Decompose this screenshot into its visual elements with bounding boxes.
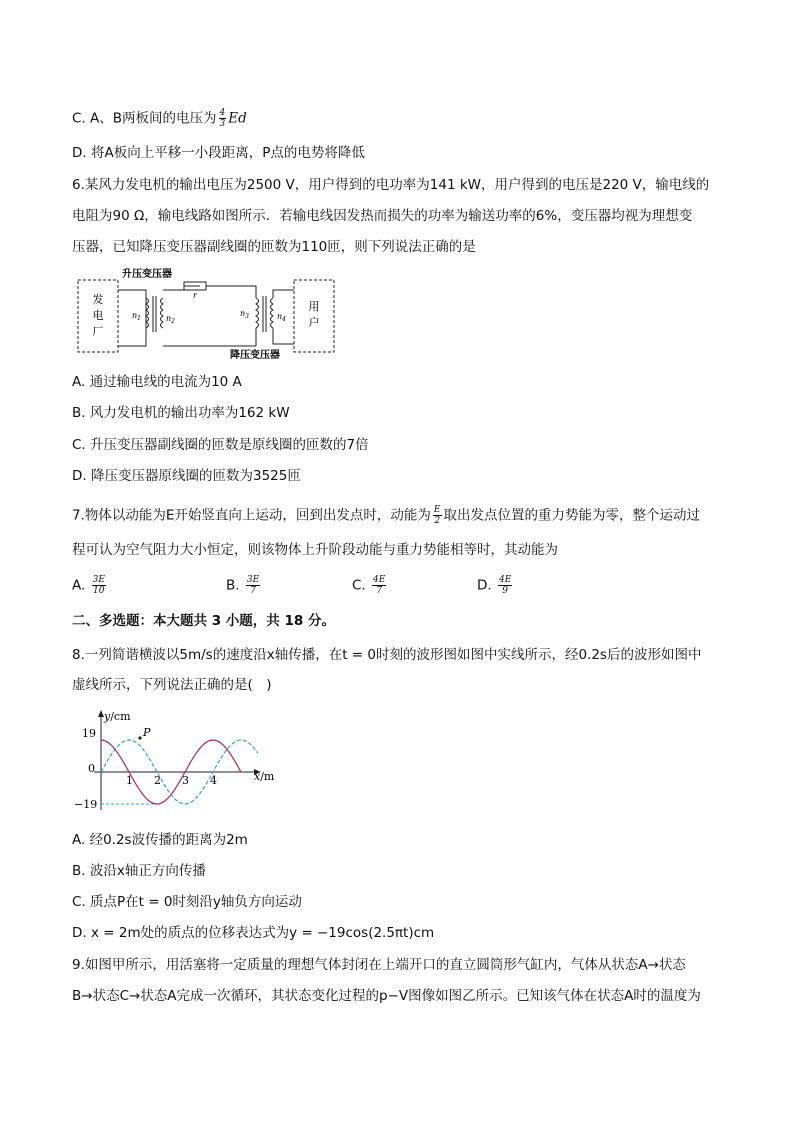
section-heading: 二、多选题：本大题共 3 小题，共 18 分。 (72, 613, 335, 629)
q8-option-a: A. 经0.2s波传播的距离为2m (72, 832, 248, 848)
x-axis-label: x/m (254, 770, 275, 783)
q6-option-c: C. 升压变压器副线圈的匝数是原线圈的匝数的7倍 (72, 437, 369, 453)
generator-char-3: 厂 (92, 325, 104, 338)
step-down-label: 降压变压器 (230, 350, 280, 360)
x-tick-label: 3 (182, 774, 189, 787)
y-tick-0: 0 (88, 762, 95, 775)
q6-stem-line2: 电阻为90 Ω，输电线路如图所示．若输电线因发热而损失的功率为输送功率的6%，变压器均视为理想变 (72, 208, 693, 224)
r-label: r (193, 291, 197, 300)
q6-stem-line3: 压器，已知降压变压器副线圈的匝数为110匝，则下列说法正确的是 (72, 239, 476, 255)
q8-option-c: C. 质点P在t = 0时刻沿y轴负方向运动 (72, 894, 302, 910)
y-axis-label: y/cm (104, 710, 131, 723)
n3-label: $n_3$ (240, 309, 249, 320)
fraction: $\frac{4}{3}$ (219, 108, 226, 129)
user-char-2: 户 (308, 316, 320, 329)
q6-option-b: B. 风力发电机的输出功率为162 kW (72, 405, 290, 421)
y-tick-neg19: −19 (74, 798, 98, 811)
q7-option-c: C. $\frac{4E}{7}$ (352, 575, 386, 596)
x-tick-label: 4 (210, 774, 217, 787)
step-up-secondary-coil (161, 298, 164, 328)
point-p-label: P (143, 726, 151, 739)
q7-option-a: A. $\frac{3E}{10}$ (72, 575, 105, 596)
n4-label: $n_4$ (277, 312, 286, 323)
step-down-primary-coil (256, 298, 259, 328)
generator-char-2: 电 (92, 309, 104, 322)
wave-graph (74, 706, 284, 814)
n2-label: $n_2$ (166, 314, 175, 325)
generator-char-1: 发 (92, 293, 104, 306)
n1-label: $n_1$ (132, 311, 141, 322)
step-up-label: 升压变压器 (122, 269, 172, 280)
q8-stem-line2: 虚线所示，下列说法正确的是( ) (72, 677, 272, 693)
q8-option-d: D. x = 2m处的质点的位移表达式为y = −19cos(2.5πt)cm (72, 925, 435, 941)
x-tick-label: 2 (154, 774, 161, 787)
q8-stem-line1: 8.一列简谐横波以5m/s的速度沿x轴传播，在t = 0时刻的波形图如图中实线所示，经0.2s后的波形如图中 (72, 647, 702, 663)
q9-stem-line2: B→状态C→状态A完成一次循环，其状态变化过程的p−V图像如图乙所示。已知该气体在状态A时的温度为 (72, 988, 701, 1004)
y-tick-19: 19 (82, 727, 96, 740)
q7-stem-line2: 程可认为空气阻力大小恒定，则该物体上升阶段动能与重力势能相等时，其动能为 (72, 542, 558, 558)
q5-option-c: C. A、B两板间的电压为 $\frac{4}{3}$ Ed (72, 108, 247, 129)
step-down-secondary-coil (271, 298, 274, 328)
q6-option-d: D. 降压变压器原线圈的匝数为3525匝 (72, 468, 301, 484)
q7-option-d: D. $\frac{4E}{9}$ (477, 575, 512, 596)
q5-option-d: D. 将A板向上平移一小段距离，P点的电势将降低 (72, 145, 365, 161)
point-p-marker (138, 736, 141, 739)
q7-stem-line1: 7.物体以动能为E开始竖直向上运动，回到出发点时，动能为 $\frac{E}{2}$ 取出发点位置的重力势能为零，整个运动过 (72, 505, 700, 526)
q6-stem-line1: 6.某风力发电机的输出电压为2500 V，用户得到的电功率为141 kW，用户得到的电压是220 V，输电线的 (72, 177, 710, 193)
q6-option-a: A. 通过输电线的电流为10 A (72, 374, 242, 390)
transmission-circuit-diagram (74, 266, 344, 360)
x-tick-label: 1 (126, 774, 133, 787)
fraction: $\frac{E}{2}$ (433, 505, 441, 526)
user-char-1: 用 (308, 300, 320, 313)
q8-option-b: B. 波沿x轴正方向传播 (72, 863, 206, 879)
q9-stem-line1: 9.如图甲所示，用活塞将一定质量的理想气体封闭在上端开口的直立圆筒形气缸内，气体从状态A→状态 (72, 957, 686, 973)
q7-option-b: B. $\frac{3E}{7}$ (226, 575, 260, 596)
